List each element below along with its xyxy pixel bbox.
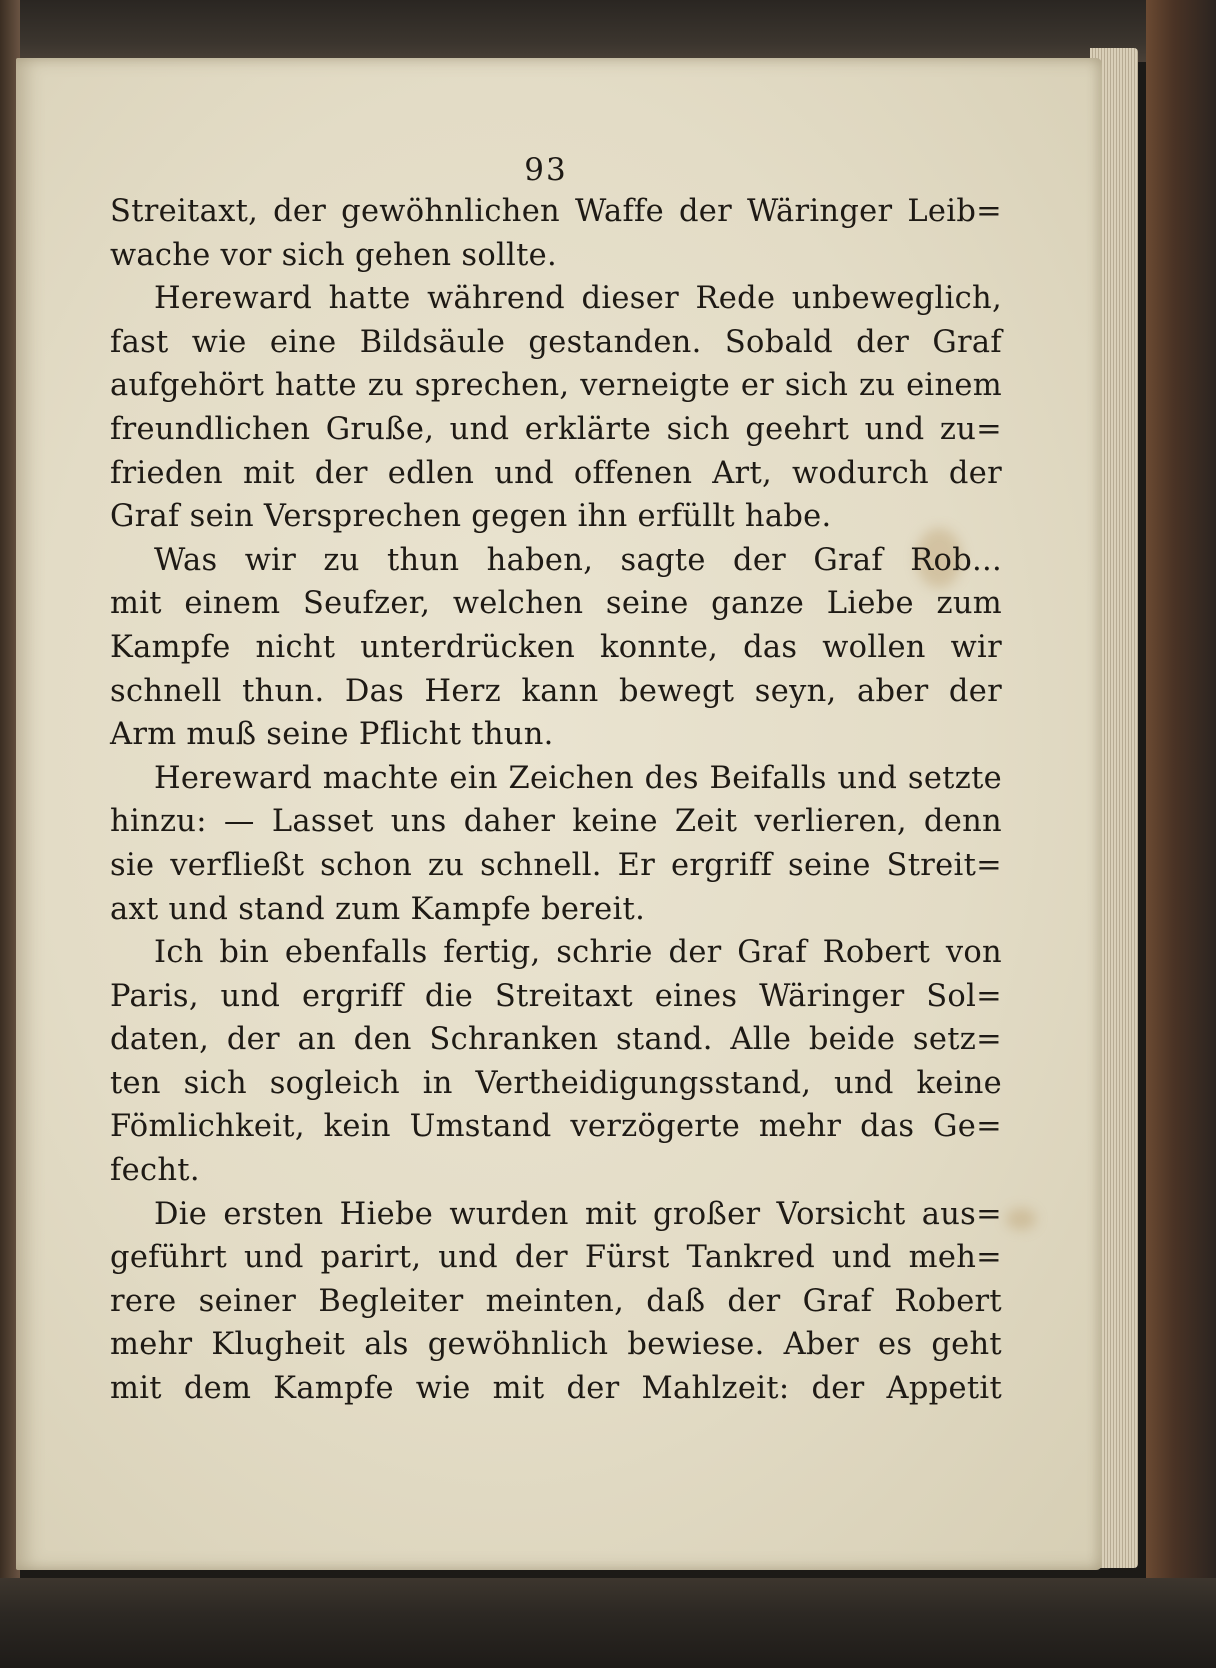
text-line: Hereward machte ein Zeichen des Beifalls und setzte xyxy=(154,760,1002,796)
text-line: Ich bin ebenfalls fertig, schrie der Graf Robert von xyxy=(154,935,1002,971)
text-line: Graf sein Versprechen gegen ihn erfüllt habe. xyxy=(110,499,832,535)
paper-stain xyxy=(1006,1208,1036,1230)
text-line: mit dem Kampfe wie mit der Mahlzeit: der Appetit xyxy=(110,1371,1002,1407)
book-page xyxy=(16,58,1102,1570)
page-number: 93 xyxy=(524,152,568,188)
text-line: fecht. xyxy=(110,1153,200,1189)
text-line: freundlichen Gruße, und erklärte sich geehrt und zu= xyxy=(110,411,1002,447)
text-line: frieden mit der edlen und offenen Art, wodurch der xyxy=(110,455,1002,491)
text-line: hinzu: — Lasset uns daher keine Zeit verlieren, denn xyxy=(110,804,1002,840)
text-line: Fömlichkeit, kein Umstand verzögerte mehr das Ge= xyxy=(110,1109,1002,1145)
book-cover-bottom-edge xyxy=(0,1578,1216,1668)
text-line: sie verfließt schon zu schnell. Er ergriff seine Streit= xyxy=(110,847,1002,883)
text-line: Streitaxt, der gewöhnlichen Waffe der Wäringer Leib= xyxy=(110,194,1002,229)
text-line: fast wie eine Bildsäule gestanden. Sobald der Graf xyxy=(110,324,1002,360)
book-cover-right-edge xyxy=(1146,0,1216,1668)
text-line: Hereward hatte während dieser Rede unbeweglich, xyxy=(154,281,1002,317)
text-line: Kampfe nicht unterdrücken konnte, das wollen wir xyxy=(110,629,1002,665)
page-text xyxy=(110,150,1002,1411)
text-line: mit einem Seufzer, welchen seine ganze Liebe zum xyxy=(110,586,1002,622)
text-line: Arm muß seine Pflicht thun. xyxy=(110,717,554,753)
book-cover-top-edge xyxy=(0,0,1216,62)
text-line: wache vor sich gehen sollte. xyxy=(110,237,557,273)
text-line: schnell thun. Das Herz kann bewegt seyn, aber der xyxy=(110,673,1002,709)
text-line: Was wir zu thun haben, sagte der Graf Rob... xyxy=(154,542,1002,578)
text-line: Paris, und ergriff die Streitaxt eines Wäringer Sol= xyxy=(110,978,1002,1014)
text-line: mehr Klugheit als gewöhnlich bewiese. Aber es geht xyxy=(110,1327,1002,1363)
text-line: Die ersten Hiebe wurden mit großer Vorsicht aus= xyxy=(154,1196,1002,1232)
text-line: geführt und parirt, und der Fürst Tankred und meh= xyxy=(110,1240,1002,1276)
text-line: ten sich sogleich in Vertheidigungsstand, und keine xyxy=(110,1065,1002,1101)
text-line: axt und stand zum Kampfe bereit. xyxy=(110,891,646,927)
text-line: aufgehört hatte zu sprechen, verneigte er sich zu einem xyxy=(110,368,1002,404)
text-line: rere seiner Begleiter meinten, daß der Graf Robert xyxy=(110,1283,1002,1319)
text-line: daten, der an den Schranken stand. Alle beide setz= xyxy=(110,1022,1002,1058)
text-lines xyxy=(110,190,1002,1411)
